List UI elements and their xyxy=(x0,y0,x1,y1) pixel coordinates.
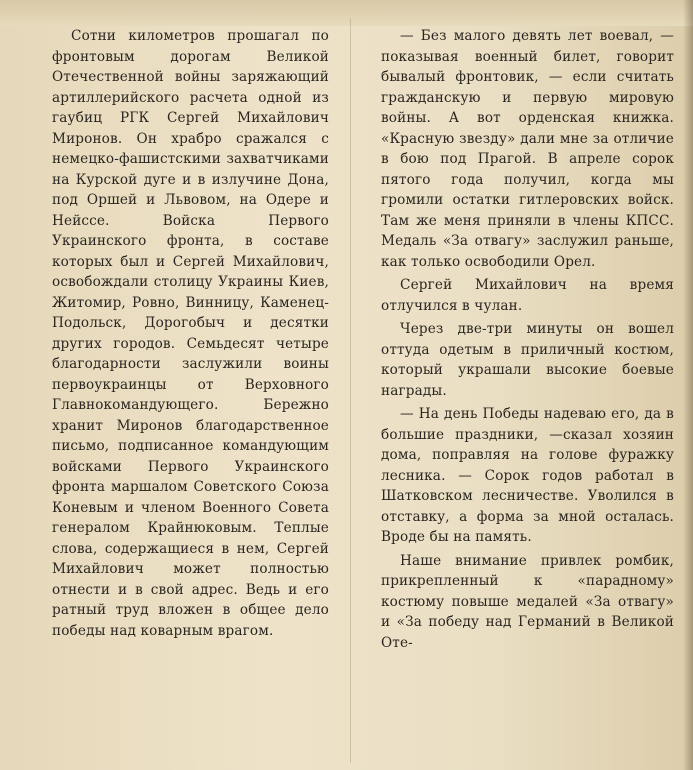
article-paragraph: — Без малого девять лет воевал, — показывая военный билет, говорит бывалый фронтовик, — если считать гражданскую и первую мировую войны. А вот орденская книжка. «Красную звезду» дали мне за отличие в бою под Прагой. В апреле сорок пятого года получил, когда мы громили остатки гитлеровских войск. Там же меня приняли в члены КПСС. Медаль «За отвагу» заслужил раньше, как только освободили Орел. xyxy=(381,28,674,270)
column-divider xyxy=(350,18,351,763)
page-edge-shadow xyxy=(683,0,693,770)
article-paragraph: Сергей Михайлович на время отлучился в чулан. xyxy=(381,277,674,314)
top-torn-band xyxy=(0,0,693,26)
article-column-left xyxy=(52,26,329,641)
article-column-right xyxy=(381,26,674,656)
article-paragraph: — На день Победы надеваю его, да в большие праздники, —сказал хозяин дома, поправляя на голове фуражку лесника. — Сорок годов работал в Шатковском лесничестве. Уволился в отставку, а форма за мной осталась. Вроде бы на память. xyxy=(381,406,674,545)
article-paragraph: Сотни километров прошагал по фронтовым дорогам Великой Отечественной войны заряжающий артиллерийского расчета одной из гаубиц РГК Сергей Михайлович Миронов. Он храбро сражался с немецко-фашистскими захватчиками на Курской дуге и в излучине Дона, под Оршей и Львовом, на Одере и Нейссе. Войска Первого Украинского фронта, в составе которых был и Сергей Михайлович, освобождали столицу Украины Киев, Житомир, Ровно, Винницу, Каменец-Подольск, Дорогобыч и десятки других городов. Семьдесят четыре благодарности заслужили воины первоукраинцы от Верховного Главнокомандующего. Бережно хранит Миронов благодарственное письмо, подписанное командующим войсками Первого Украинского фронта маршалом Советского Союза Коневым и членом Военного Совета генералом Крайнюковым. Теплые слова, содержащиеся в нем, Сергей Михайлович может полностью отнести и в свой адрес. Ведь и его ратный труд вложен в общее дело победы над коварным врагом. xyxy=(52,28,329,639)
article-paragraph: Наше внимание привлек ромбик, прикрепленный к «парадному» костюму повыше медалей «За отвагу» и «За победу над Германий в Великой Оте- xyxy=(381,552,674,651)
article-paragraph: Через две-три минуты он вошел оттуда одетым в приличный костюм, который украшали высокие боевые награды. xyxy=(381,321,674,399)
